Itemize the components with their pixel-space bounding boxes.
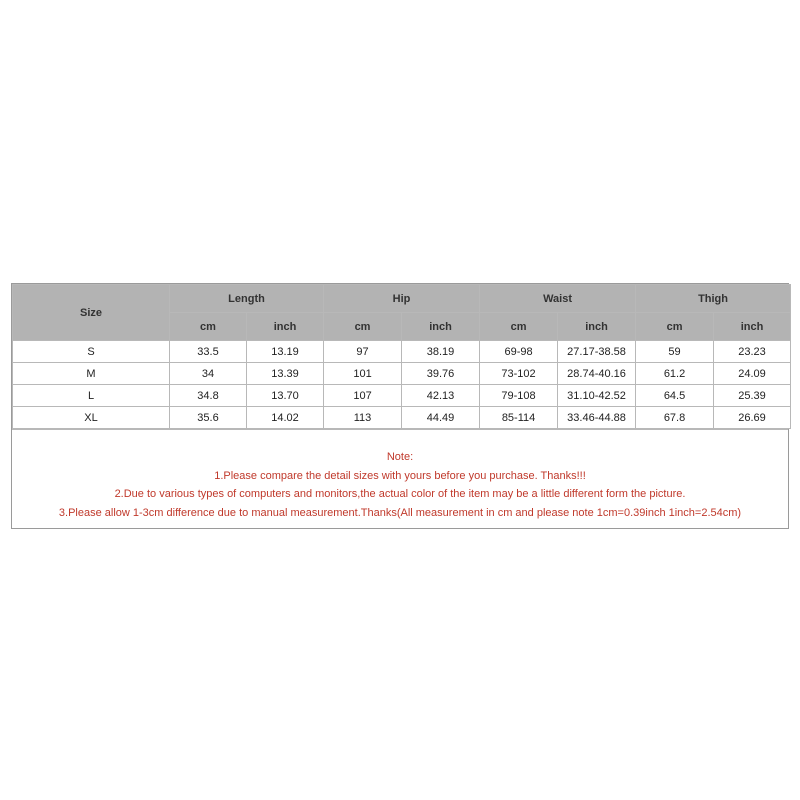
table-cell: 13.19: [247, 341, 324, 363]
unit-header: cm: [480, 313, 558, 341]
note-line: 3.Please allow 1-3cm difference due to manual measurement.Thanks(All measurement in cm and please note 1cm=0.39inch 1inch=2.54cm): [58, 506, 742, 519]
table-cell: 39.76: [402, 363, 480, 385]
table-row: [13, 341, 791, 363]
table-cell: 33.5: [170, 341, 247, 363]
table-cell: 13.70: [247, 385, 324, 407]
unit-header: inch: [247, 313, 324, 341]
size-cell: XL: [13, 407, 170, 429]
table-cell: 67.8: [636, 407, 714, 429]
table-cell: 79-108: [480, 385, 558, 407]
size-cell: M: [13, 363, 170, 385]
size-cell: S: [13, 341, 170, 363]
table-cell: 44.49: [402, 407, 480, 429]
table-row: [13, 385, 791, 407]
table-cell: 61.2: [636, 363, 714, 385]
table-cell: 38.19: [402, 341, 480, 363]
table-cell: 42.13: [402, 385, 480, 407]
unit-header: inch: [402, 313, 480, 341]
table-row: [13, 363, 791, 385]
header-row-groups: [13, 285, 791, 313]
table-cell: 31.10-42.52: [558, 385, 636, 407]
table-cell: 97: [324, 341, 402, 363]
table-cell: 85-114: [480, 407, 558, 429]
table-cell: 69-98: [480, 341, 558, 363]
unit-header: cm: [324, 313, 402, 341]
group-header-thigh: Thigh: [636, 285, 791, 313]
unit-header: cm: [170, 313, 247, 341]
table-cell: 24.09: [714, 363, 791, 385]
table-cell: 28.74-40.16: [558, 363, 636, 385]
unit-header: cm: [636, 313, 714, 341]
notes-section: [12, 429, 788, 528]
table-row: [13, 407, 791, 429]
table-cell: 23.23: [714, 341, 791, 363]
table-cell: 26.69: [714, 407, 791, 429]
table-cell: 59: [636, 341, 714, 363]
table-cell: 113: [324, 407, 402, 429]
note-title: Note:: [386, 451, 414, 463]
unit-header: inch: [558, 313, 636, 341]
table-cell: 73-102: [480, 363, 558, 385]
table-cell: 25.39: [714, 385, 791, 407]
table-cell: 27.17-38.58: [558, 341, 636, 363]
table-cell: 35.6: [170, 407, 247, 429]
table-cell: 33.46-44.88: [558, 407, 636, 429]
note-line: 2.Due to various types of computers and monitors,the actual color of the item may be a little different form the picture.: [114, 488, 686, 500]
group-header-hip: Hip: [324, 285, 480, 313]
size-table: [12, 284, 791, 429]
table-cell: 14.02: [247, 407, 324, 429]
size-cell: L: [13, 385, 170, 407]
table-cell: 34.8: [170, 385, 247, 407]
group-header-length: Length: [170, 285, 324, 313]
size-chart: [11, 283, 789, 529]
table-cell: 64.5: [636, 385, 714, 407]
size-header: Size: [13, 285, 170, 341]
note-line: 1.Please compare the detail sizes with yours before you purchase. Thanks!!!: [214, 469, 586, 482]
table-cell: 34: [170, 363, 247, 385]
group-header-waist: Waist: [480, 285, 636, 313]
unit-header: inch: [714, 313, 791, 341]
table-cell: 13.39: [247, 363, 324, 385]
table-cell: 107: [324, 385, 402, 407]
table-cell: 101: [324, 363, 402, 385]
